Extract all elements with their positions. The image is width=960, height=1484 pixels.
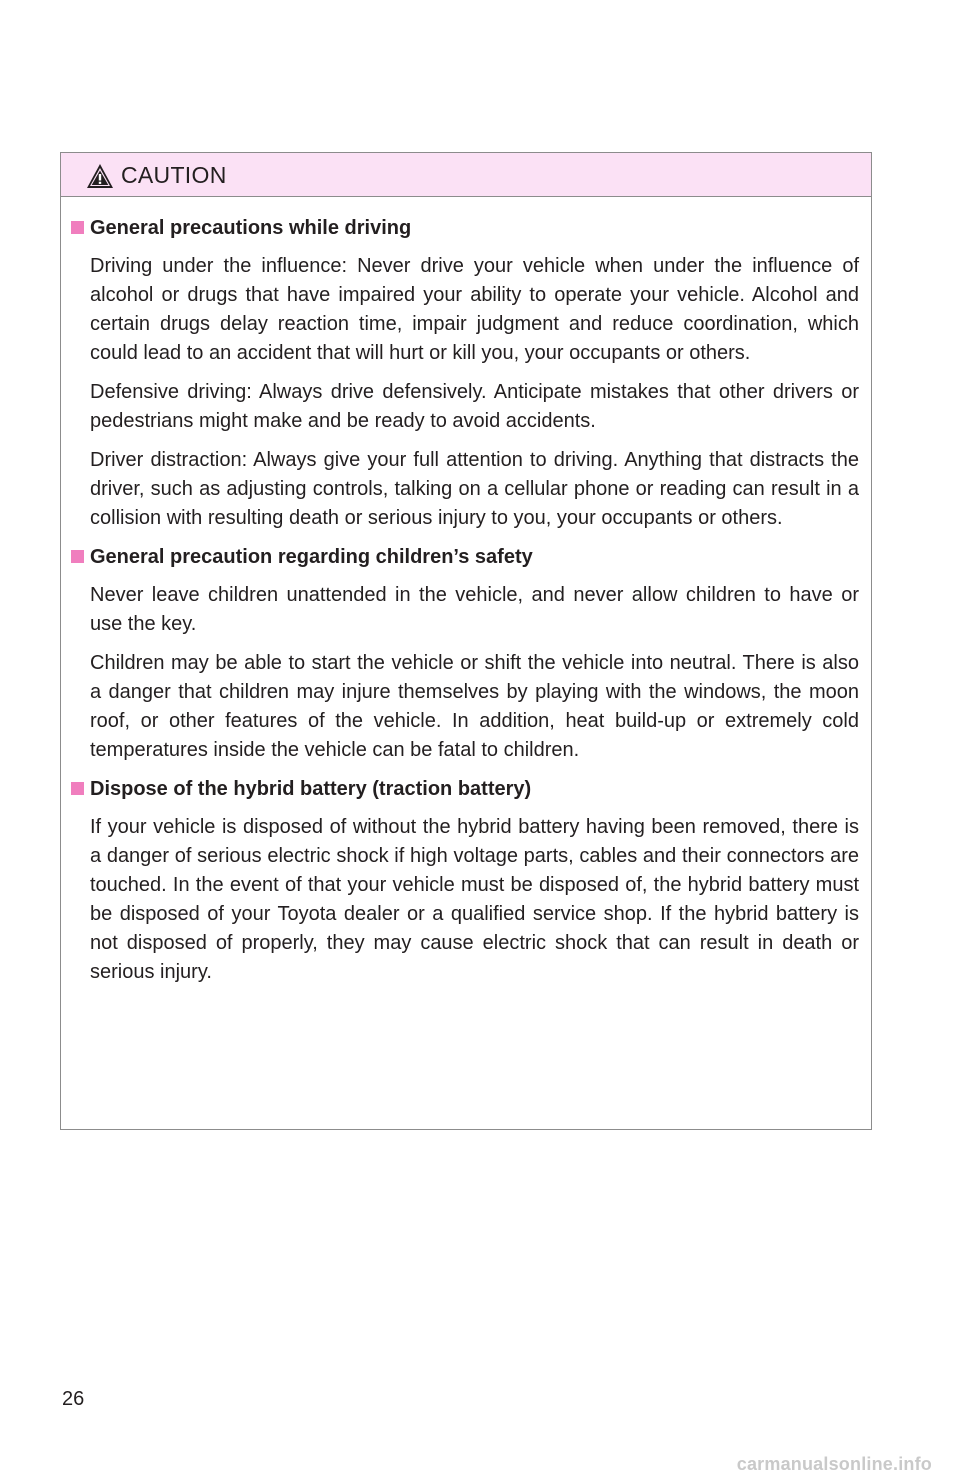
caution-box — [60, 152, 872, 1130]
paragraph: Defensive driving: Always drive defensively. Anticipate mistakes that other drivers or pedestrians might make and be ready to avoid accidents. — [90, 381, 859, 432]
paragraph: Children may be able to start the vehicle or shift the vehicle into neutral. There is also a danger that children may injure themselves by playing with the windows, the moon roof, or other features of the vehicle. In addition, heat build-up or extremely cold temperatures inside the vehicle can be fatal to children. — [90, 652, 859, 761]
section-heading — [61, 214, 859, 242]
paragraph: Driver distraction: Always give your full attention to driving. Anything that distracts the driver, such as adjusting controls, talking on a cellular phone or reading can result in a collision with resulting death or serious injury to you, your occupants or others. — [90, 449, 859, 529]
paragraph: Driving under the influence: Never drive your vehicle when under the influence of alcohol or drugs that have impaired your ability to operate your vehicle. Alcohol and certain drugs delay reaction time, impair judgment and reduce coordination, which could lead to an accident that will hurt or kill you, your occupants or others. — [90, 255, 859, 364]
page-number: 26 — [62, 1388, 85, 1410]
section-heading — [61, 775, 859, 803]
caution-body — [61, 197, 871, 987]
warning-triangle-icon — [86, 163, 114, 189]
square-bullet-icon — [71, 221, 84, 234]
section-heading-text: Dispose of the hybrid battery (traction battery) — [90, 778, 532, 800]
section-heading — [61, 543, 859, 571]
paragraph: Never leave children unattended in the vehicle, and never allow children to have or use the key. — [90, 584, 859, 635]
square-bullet-icon — [71, 550, 84, 563]
watermark: carmanualsonline.info — [736, 1454, 932, 1474]
square-bullet-icon — [71, 782, 84, 795]
caution-header — [61, 153, 871, 197]
section-heading-text: General precautions while driving — [90, 217, 412, 239]
caution-title: CAUTION — [121, 162, 227, 188]
section-heading-text: General precaution regarding children’s safety — [90, 546, 533, 568]
paragraph: If your vehicle is disposed of without the hybrid battery having been removed, there is a danger of serious electric shock if high voltage parts, cables and their connectors are touched. In the event of that your vehicle must be disposed of, the hybrid battery must be disposed of your Toyota dealer or a qualified service shop. If the hybrid battery is not disposed of properly, they may cause electric shock that can result in death or serious injury. — [90, 816, 859, 983]
